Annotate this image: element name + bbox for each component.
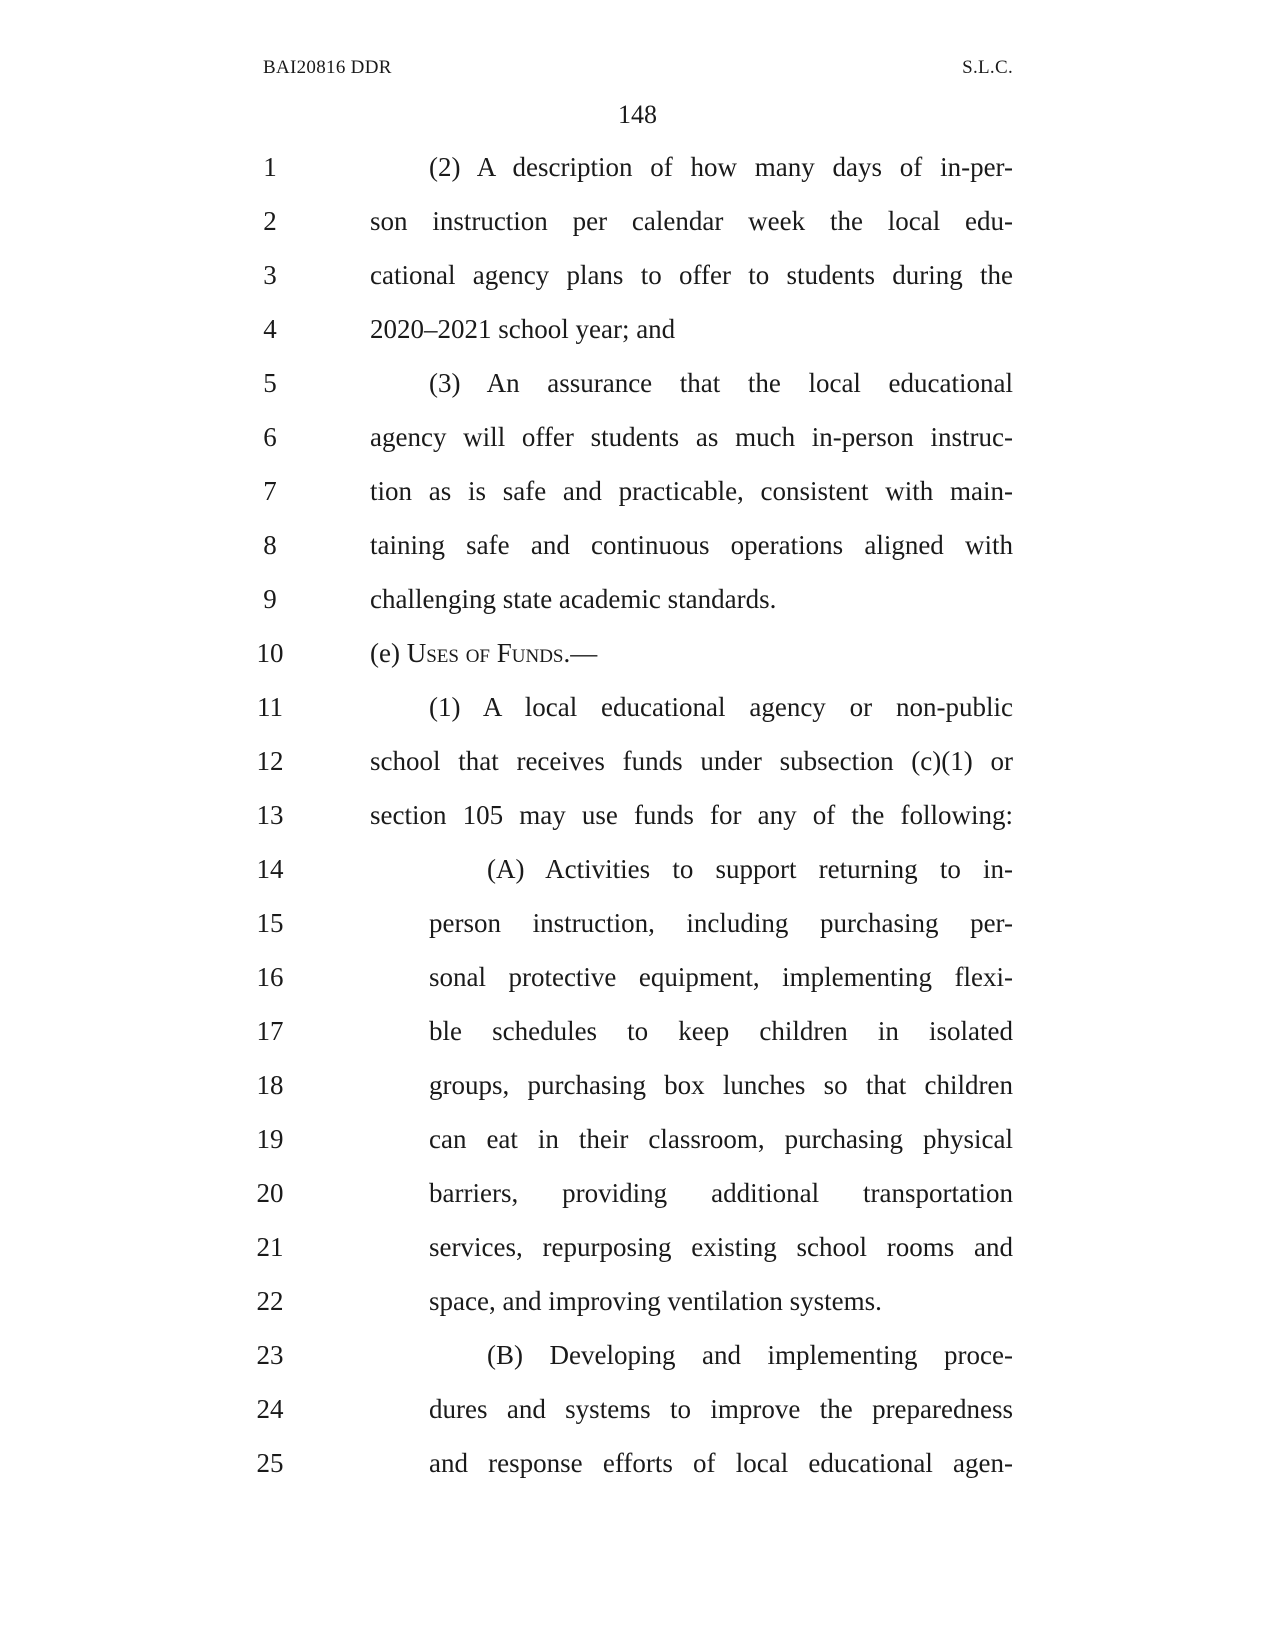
text-line-16 bbox=[0, 950, 1275, 1004]
line-number: 12 bbox=[256, 746, 284, 776]
line-number: 7 bbox=[263, 476, 277, 506]
line-text: challenging state academic standards. bbox=[370, 584, 777, 614]
line-number: 3 bbox=[263, 260, 277, 290]
line-number: 18 bbox=[256, 1070, 284, 1100]
line-text: (1) A local educational agency or non-public bbox=[429, 692, 1013, 722]
line-number: 6 bbox=[263, 422, 277, 452]
line-text: dures and systems to improve the preparedness bbox=[429, 1394, 1013, 1424]
line-text: person instruction, including purchasing per- bbox=[429, 908, 1013, 938]
text-line-13 bbox=[0, 788, 1275, 842]
line-text: school that receives funds under subsection (c)(1) or bbox=[370, 746, 1013, 776]
text-line-8 bbox=[0, 518, 1275, 572]
text-line-24 bbox=[0, 1382, 1275, 1436]
text-line-7 bbox=[0, 464, 1275, 518]
line-number: 1 bbox=[263, 152, 277, 182]
line-number: 21 bbox=[256, 1232, 284, 1262]
line-number: 19 bbox=[256, 1124, 284, 1154]
text-line-4 bbox=[0, 302, 1275, 356]
line-number: 25 bbox=[256, 1448, 284, 1478]
line-text: taining safe and continuous operations aligned with bbox=[370, 530, 1013, 560]
document-id: BAI20816 DDR bbox=[263, 57, 392, 78]
line-text: section 105 may use funds for any of the following: bbox=[370, 800, 1013, 830]
line-text: agency will offer students as much in-person instruc- bbox=[370, 422, 1013, 452]
line-number: 24 bbox=[256, 1394, 284, 1424]
text-line-9 bbox=[0, 572, 1275, 626]
text-line-15 bbox=[0, 896, 1275, 950]
text-line-3 bbox=[0, 248, 1275, 302]
text-line-18 bbox=[0, 1058, 1275, 1112]
line-text: barriers, providing additional transportation bbox=[429, 1178, 1013, 1208]
line-number: 17 bbox=[256, 1016, 284, 1046]
text-line-6 bbox=[0, 410, 1275, 464]
text-line-10 bbox=[0, 626, 1275, 680]
text-line-19 bbox=[0, 1112, 1275, 1166]
text-line-1 bbox=[0, 140, 1275, 194]
text-line-11 bbox=[0, 680, 1275, 734]
line-number: 20 bbox=[256, 1178, 284, 1208]
text-line-14 bbox=[0, 842, 1275, 896]
line-number: 13 bbox=[256, 800, 284, 830]
text-line-17 bbox=[0, 1004, 1275, 1058]
text-line-12 bbox=[0, 734, 1275, 788]
line-text: and response efforts of local educational agen- bbox=[429, 1448, 1013, 1478]
text-line-22 bbox=[0, 1274, 1275, 1328]
line-text bbox=[370, 626, 1013, 680]
text-line-23 bbox=[0, 1328, 1275, 1382]
subsection-marker: (e) bbox=[370, 638, 407, 668]
office-code: S.L.C. bbox=[962, 57, 1013, 78]
line-text: can eat in their classroom, purchasing physical bbox=[429, 1124, 1013, 1154]
text-line-20 bbox=[0, 1166, 1275, 1220]
subsection-heading: Uses of Funds.— bbox=[406, 638, 598, 668]
line-number: 8 bbox=[263, 530, 277, 560]
line-text: (2) A description of how many days of in-per- bbox=[429, 152, 1013, 182]
line-text: ble schedules to keep children in isolated bbox=[429, 1016, 1013, 1046]
line-number: 10 bbox=[256, 638, 284, 668]
line-text: services, repurposing existing school rooms and bbox=[429, 1232, 1013, 1262]
line-text: son instruction per calendar week the local edu- bbox=[370, 206, 1013, 236]
line-number: 14 bbox=[256, 854, 284, 884]
line-text: (3) An assurance that the local educational bbox=[429, 368, 1013, 398]
line-number: 23 bbox=[256, 1340, 284, 1370]
line-text: groups, purchasing box lunches so that children bbox=[429, 1070, 1013, 1100]
page-number: 148 bbox=[618, 100, 657, 129]
line-text: space, and improving ventilation systems. bbox=[429, 1286, 882, 1316]
line-number: 15 bbox=[256, 908, 284, 938]
line-number: 9 bbox=[263, 584, 277, 614]
text-line-2 bbox=[0, 194, 1275, 248]
line-number: 4 bbox=[263, 314, 277, 344]
line-text: (B) Developing and implementing proce- bbox=[487, 1340, 1013, 1370]
line-text: tion as is safe and practicable, consistent with main- bbox=[370, 476, 1013, 506]
line-text: sonal protective equipment, implementing flexi- bbox=[429, 962, 1013, 992]
line-number: 2 bbox=[263, 206, 277, 236]
line-number: 5 bbox=[263, 368, 277, 398]
text-line-5 bbox=[0, 356, 1275, 410]
line-text: cational agency plans to offer to students during the bbox=[370, 260, 1013, 290]
text-line-21 bbox=[0, 1220, 1275, 1274]
text-line-25 bbox=[0, 1436, 1275, 1490]
line-number: 11 bbox=[257, 692, 283, 722]
line-number: 22 bbox=[256, 1286, 284, 1316]
line-text: (A) Activities to support returning to in- bbox=[487, 854, 1013, 884]
line-text: 2020–2021 school year; and bbox=[370, 314, 676, 344]
line-number: 16 bbox=[256, 962, 284, 992]
